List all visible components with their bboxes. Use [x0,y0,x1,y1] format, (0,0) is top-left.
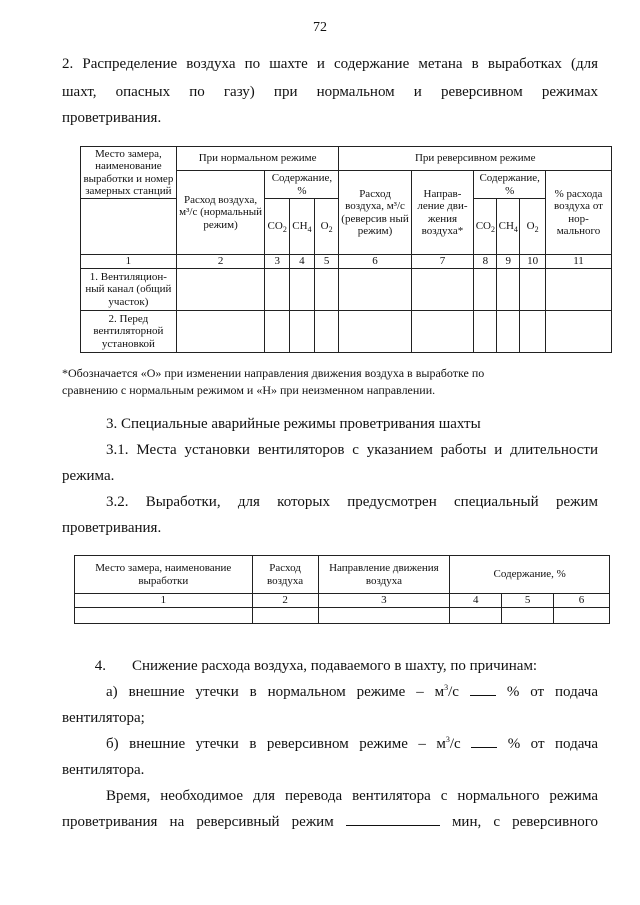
row-label-before-fan: 2. Перед вентиляторной установкой [81,311,177,353]
col-number: 1 [75,594,253,608]
section2-line3: проветривания. [62,110,162,126]
section4-a-line1: а) внешние утечки в нормальном режиме – $м^3/с$ % от подача [106,683,598,700]
table-row [75,608,610,624]
col-number: 8 [474,255,497,269]
col-number: 2 [252,594,318,608]
leak-normal-blank [470,681,496,696]
header-co2-reverse: $CO_2$ [474,199,497,255]
air-distribution-table [80,146,612,353]
page-number: 72 [313,20,327,35]
header-flow-reverse: Расход воздуха, м³/с (реверсив ный режим) [339,171,411,255]
section2-line1: 2. Распределение воздуха по шахте и содержание метана в выработках (для [62,56,598,72]
section4-time-line2: проветривания на реверсивный режим мин, с реверсивного [62,810,598,834]
col-number: 4 [450,594,502,608]
header-ch4-normal: $CH_4$ [290,199,315,255]
section4-a-line2: вентилятора; [62,710,145,726]
col-number: 7 [411,255,474,269]
col-number: 5 [314,255,339,269]
col-number: 4 [290,255,315,269]
header-co2-normal: $CO_2$ [265,199,290,255]
header-reverse-mode: При реверсивном режиме [339,147,612,171]
header-ch4-reverse: $CH_4$ [497,199,520,255]
col-number: 3 [318,594,450,608]
col-number: 1 [81,255,177,269]
header-normal-mode: При нормальном режиме [176,147,339,171]
section4-b-line1: б) внешние утечки в реверсивном режиме – $м^3/с$ % от подача [106,735,599,752]
header-flow-normal: Расход воздуха, м³/с (нормальный режим) [176,171,265,255]
section3-1-line1: 3.1. Места установки вентиляторов с указанием работы и длительности [106,442,598,458]
col-number: 6 [554,594,610,608]
header-o2-normal: $O_2$ [314,199,339,255]
section3-title: 3. Специальные аварийные режимы проветривания шахты [106,416,481,432]
section4-time-line1: Время, необходимое для перевода вентилятора с нормального режима [106,788,598,804]
header-place: Место замера, наименование выработки [75,556,253,594]
table-row [81,311,612,353]
col-number: 11 [545,255,611,269]
section3-2-line2: проветривания. [62,520,162,536]
col-number: 6 [339,255,411,269]
table-row [81,269,612,311]
col-number: 3 [265,255,290,269]
special-mode-table [74,555,610,624]
col-number: 10 [520,255,546,269]
footnote-line2: сравнению с нормальным режимом и «Н» при неизменном направлении. [62,383,436,397]
header-percent-flow: % расхода воздуха от нор-мального [545,171,611,255]
col-number: 9 [497,255,520,269]
section3-1-line2: режима. [62,468,115,484]
row-label-ventilation-channel: 1. Вентиляцион-ный канал (общий участок) [81,269,177,311]
header-content-normal: Содержание, % [265,171,339,199]
col-number: 2 [176,255,265,269]
footnote-line1: *Обозначается «О» при изменении направления движения воздуха в выработке по [62,366,485,380]
header-content: Содержание, % [450,556,610,594]
header-direction: Направ-ление дви-жения воздуха* [411,171,474,255]
switch-time-blank [346,811,440,826]
header-place-cont [81,199,177,255]
section3-2-line1: 3.2. Выработки, для которых предусмотрен специальный режим [106,494,598,510]
header-o2-reverse: $O_2$ [520,199,546,255]
header-content-reverse: Содержание, % [474,171,546,199]
col-number: 5 [502,594,554,608]
header-place: Место замера, наименование выработки и номер замерных станций [81,147,177,199]
leak-reverse-blank [471,733,497,748]
section2-line2: шахт, опасных по газу) при нормальном и реверсивном режимах [62,84,598,100]
header-direction: Направление движения воздуха [318,556,450,594]
section4-b-line2: вентилятора. [62,762,145,778]
section4-title: 4. Снижение расхода воздуха, подаваемого в шахту, по причинам: [94,658,538,674]
header-flow: Расход воздуха [252,556,318,594]
